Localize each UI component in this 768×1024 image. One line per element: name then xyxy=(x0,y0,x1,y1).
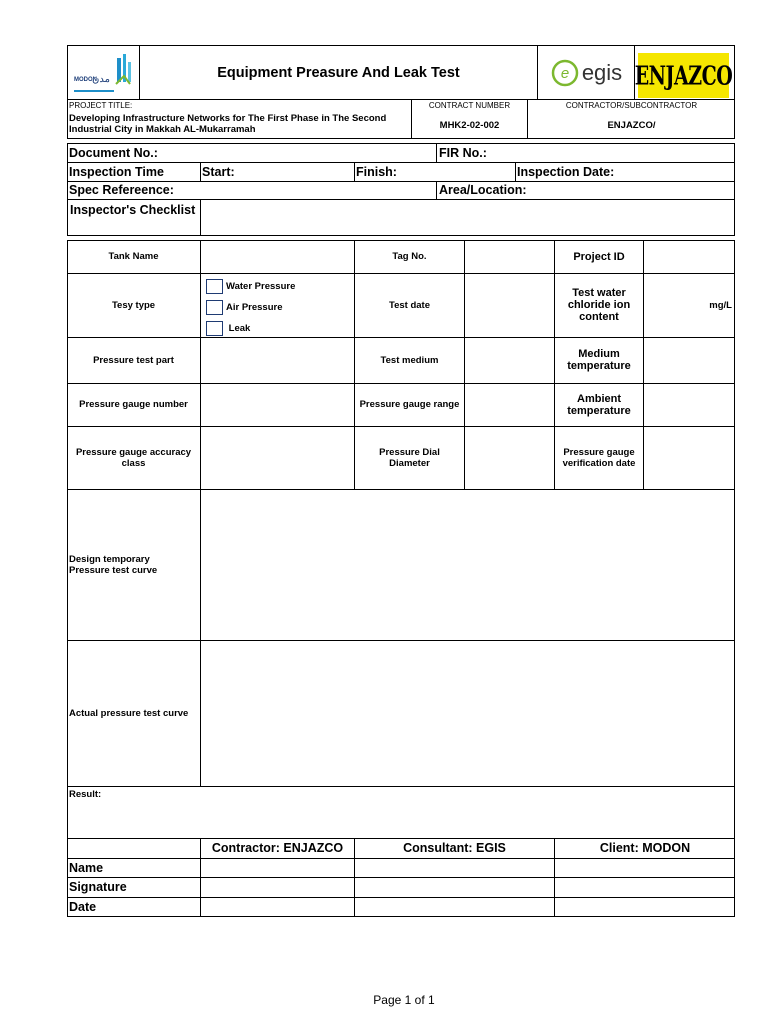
pressure-test-part-label: Pressure test part xyxy=(93,354,174,366)
test-type-label: Tesy type xyxy=(111,299,156,311)
result-area[interactable] xyxy=(68,802,734,838)
gauge-accuracy-label: Pressure gauge accuracy class xyxy=(75,446,192,469)
inspectors-checklist-label: Inspector's Checklist xyxy=(70,203,196,217)
result-label: Result: xyxy=(69,789,102,800)
verification-date-label: Pressure gauge verification date xyxy=(562,446,636,469)
project-title-value: Developing Infrastructure Networks for The First Phase in The Second Industrial City in Makkah AL-Mukarramah xyxy=(69,113,387,135)
tag-no-label: Tag No. xyxy=(392,251,427,262)
egis-e-icon xyxy=(550,58,580,88)
project-title-label: PROJECT TITLE: xyxy=(69,101,133,110)
finish-label: Finish: xyxy=(356,165,397,179)
actual-curve-label: Actual pressure test curve xyxy=(69,707,189,719)
fir-no-label: FIR No.: xyxy=(439,146,487,160)
page-title: Equipment Preasure And Leak Test xyxy=(217,64,460,81)
air-pressure-option[interactable]: Air Pressure xyxy=(206,297,295,318)
dial-diameter-label: Pressure Dial Diameter xyxy=(379,446,440,469)
inspection-time-label: Inspection Time xyxy=(69,165,164,179)
contract-number-value: MHK2-02-002 xyxy=(439,120,500,131)
design-curve-area[interactable] xyxy=(201,490,734,640)
document-no-label: Document No.: xyxy=(69,146,158,160)
tank-name-label: Tank Name xyxy=(108,251,159,262)
water-pressure-checkbox[interactable] xyxy=(206,279,223,294)
actual-curve-area[interactable] xyxy=(201,641,734,786)
water-pressure-option[interactable]: Water Pressure xyxy=(206,276,295,297)
project-id-label: Project ID xyxy=(573,250,625,263)
client-header: Client: MODON xyxy=(599,841,691,855)
consultant-header: Consultant: EGIS xyxy=(403,841,506,855)
contract-number-label: CONTRACT NUMBER xyxy=(428,101,511,110)
page-number: Page 1 of 1 xyxy=(373,993,435,1007)
contractor-value: ENJAZCO/ xyxy=(607,120,656,131)
spec-reference-label: Spec Refereence: xyxy=(69,183,174,197)
modon-logo: MODON مدن xyxy=(70,50,136,96)
signature-row-label: Signature xyxy=(69,880,127,894)
test-date-label: Test date xyxy=(388,299,430,311)
name-row-label: Name xyxy=(69,860,104,875)
modon-logo-text: MODON xyxy=(74,77,97,83)
gauge-range-label: Pressure gauge range xyxy=(359,399,460,410)
contractor-header: Contractor: ENJAZCO xyxy=(211,841,344,855)
start-label: Start: xyxy=(202,165,235,179)
chloride-unit: mg/L xyxy=(709,299,732,311)
air-pressure-checkbox[interactable] xyxy=(206,300,223,315)
leak-option[interactable]: Leak xyxy=(206,318,295,339)
area-location-label: Area/Location: xyxy=(439,183,527,197)
test-type-options xyxy=(206,276,295,339)
leak-checkbox[interactable] xyxy=(206,321,223,336)
egis-logo: e egis xyxy=(538,45,634,100)
gauge-number-label: Pressure gauge number xyxy=(79,399,188,410)
medium-temperature-label: Medium temperature xyxy=(567,348,631,372)
contractor-label: CONTRACTOR/SUBCONTRACTOR xyxy=(565,101,698,110)
test-medium-label: Test medium xyxy=(380,354,439,366)
svg-text:e: e xyxy=(560,64,569,82)
ambient-temperature-label: Ambient temperature xyxy=(567,392,631,417)
design-curve-label: Design temporary Pressure test curve xyxy=(69,553,158,576)
enjazco-logo: ENJAZCO xyxy=(638,53,729,98)
date-row-label: Date xyxy=(69,900,97,914)
inspection-date-label: Inspection Date: xyxy=(517,165,615,179)
chloride-content-label: Test water chloride ion content xyxy=(567,287,631,323)
